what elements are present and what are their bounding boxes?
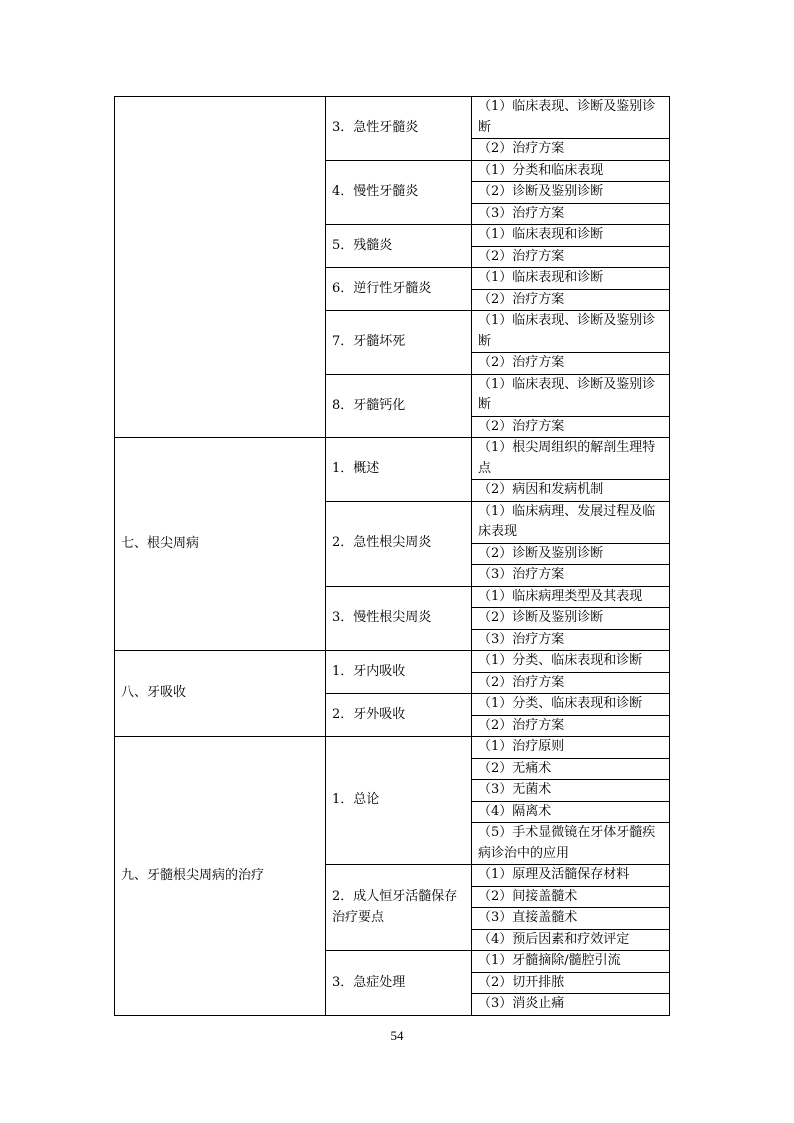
topic-title-cell: 1．概述 xyxy=(326,438,472,502)
topic-title-cell: 7．牙髓坏死 xyxy=(326,311,472,375)
item-cell: （2）治疗方案 xyxy=(472,416,670,438)
item-cell: （4）隔离术 xyxy=(472,801,670,823)
topic-title-cell: 2．牙外吸收 xyxy=(326,694,472,737)
item-cell: （5）手术显微镜在牙体牙髓疾病诊治中的应用 xyxy=(472,823,670,865)
topic-title-cell: 2．成人恒牙活髓保存治疗要点 xyxy=(326,865,472,951)
table-row xyxy=(115,438,670,480)
item-cell: （1）临床病理类型及其表现 xyxy=(472,586,670,608)
item-cell: （1）临床表现、诊断及鉴别诊断 xyxy=(472,311,670,353)
item-cell: （1）临床病理、发展过程及临床表现 xyxy=(472,501,670,543)
topic-title-cell: 4．慢性牙髓炎 xyxy=(326,160,472,225)
item-cell: （2）诊断及鉴别诊断 xyxy=(472,182,670,204)
item-cell: （3）无菌术 xyxy=(472,780,670,802)
item-cell: （2）治疗方案 xyxy=(472,139,670,161)
item-cell: （1）牙髓摘除/髓腔引流 xyxy=(472,951,670,973)
topic-title-cell: 2．急性根尖周炎 xyxy=(326,501,472,586)
item-cell: （2）治疗方案 xyxy=(472,715,670,737)
topic-title-cell: 1．牙内吸收 xyxy=(326,651,472,694)
topic-title-cell: 8．牙髓钙化 xyxy=(326,374,472,438)
item-cell: （3）直接盖髓术 xyxy=(472,908,670,930)
item-cell: （1）治疗原则 xyxy=(472,737,670,759)
unit-title-cell: 七、根尖周病 xyxy=(115,438,326,651)
item-cell: （3）治疗方案 xyxy=(472,565,670,587)
topic-title-cell: 3．慢性根尖周炎 xyxy=(326,586,472,651)
item-cell: （1）临床表现、诊断及鉴别诊断 xyxy=(472,374,670,416)
item-cell: （4）预后因素和疗效评定 xyxy=(472,929,670,951)
item-cell: （2）诊断及鉴别诊断 xyxy=(472,608,670,630)
item-cell: （1）分类和临床表现 xyxy=(472,160,670,182)
item-cell: （2）诊断及鉴别诊断 xyxy=(472,543,670,565)
unit-title-cell: 九、牙髓根尖周病的治疗 xyxy=(115,737,326,1016)
unit-title-cell: 八、牙吸收 xyxy=(115,651,326,737)
item-cell: （2）治疗方案 xyxy=(472,353,670,375)
item-cell: （2）治疗方案 xyxy=(472,672,670,694)
syllabus-table xyxy=(114,96,670,1016)
item-cell: （1）分类、临床表现和诊断 xyxy=(472,694,670,716)
topic-title-cell: 5．残髓炎 xyxy=(326,225,472,268)
table-row xyxy=(115,737,670,759)
item-cell: （2）无痛术 xyxy=(472,758,670,780)
item-cell: （1）原理及活髓保存材料 xyxy=(472,865,670,887)
item-cell: （3）治疗方案 xyxy=(472,629,670,651)
table-row xyxy=(115,651,670,673)
item-cell: （2）切开排脓 xyxy=(472,972,670,994)
table-row xyxy=(115,97,670,139)
item-cell: （2）治疗方案 xyxy=(472,289,670,311)
item-cell: （2）病因和发病机制 xyxy=(472,480,670,502)
unit-title-cell xyxy=(115,97,326,438)
item-cell: （1）临床表现和诊断 xyxy=(472,225,670,247)
topic-title-cell: 1．总论 xyxy=(326,737,472,865)
item-cell: （3）消炎止痛 xyxy=(472,994,670,1016)
topic-title-cell: 3．急性牙髓炎 xyxy=(326,97,472,161)
item-cell: （2）治疗方案 xyxy=(472,246,670,268)
topic-title-cell: 6．逆行性牙髓炎 xyxy=(326,268,472,311)
item-cell: （1）临床表现和诊断 xyxy=(472,268,670,290)
item-cell: （1）根尖周组织的解剖生理特点 xyxy=(472,438,670,480)
syllabus-table-body xyxy=(115,97,670,1016)
topic-title-cell: 3．急症处理 xyxy=(326,951,472,1016)
item-cell: （1）分类、临床表现和诊断 xyxy=(472,651,670,673)
item-cell: （1）临床表现、诊断及鉴别诊断 xyxy=(472,97,670,139)
item-cell: （2）间接盖髓术 xyxy=(472,886,670,908)
page-number: 54 xyxy=(390,1028,404,1043)
item-cell: （3）治疗方案 xyxy=(472,203,670,225)
